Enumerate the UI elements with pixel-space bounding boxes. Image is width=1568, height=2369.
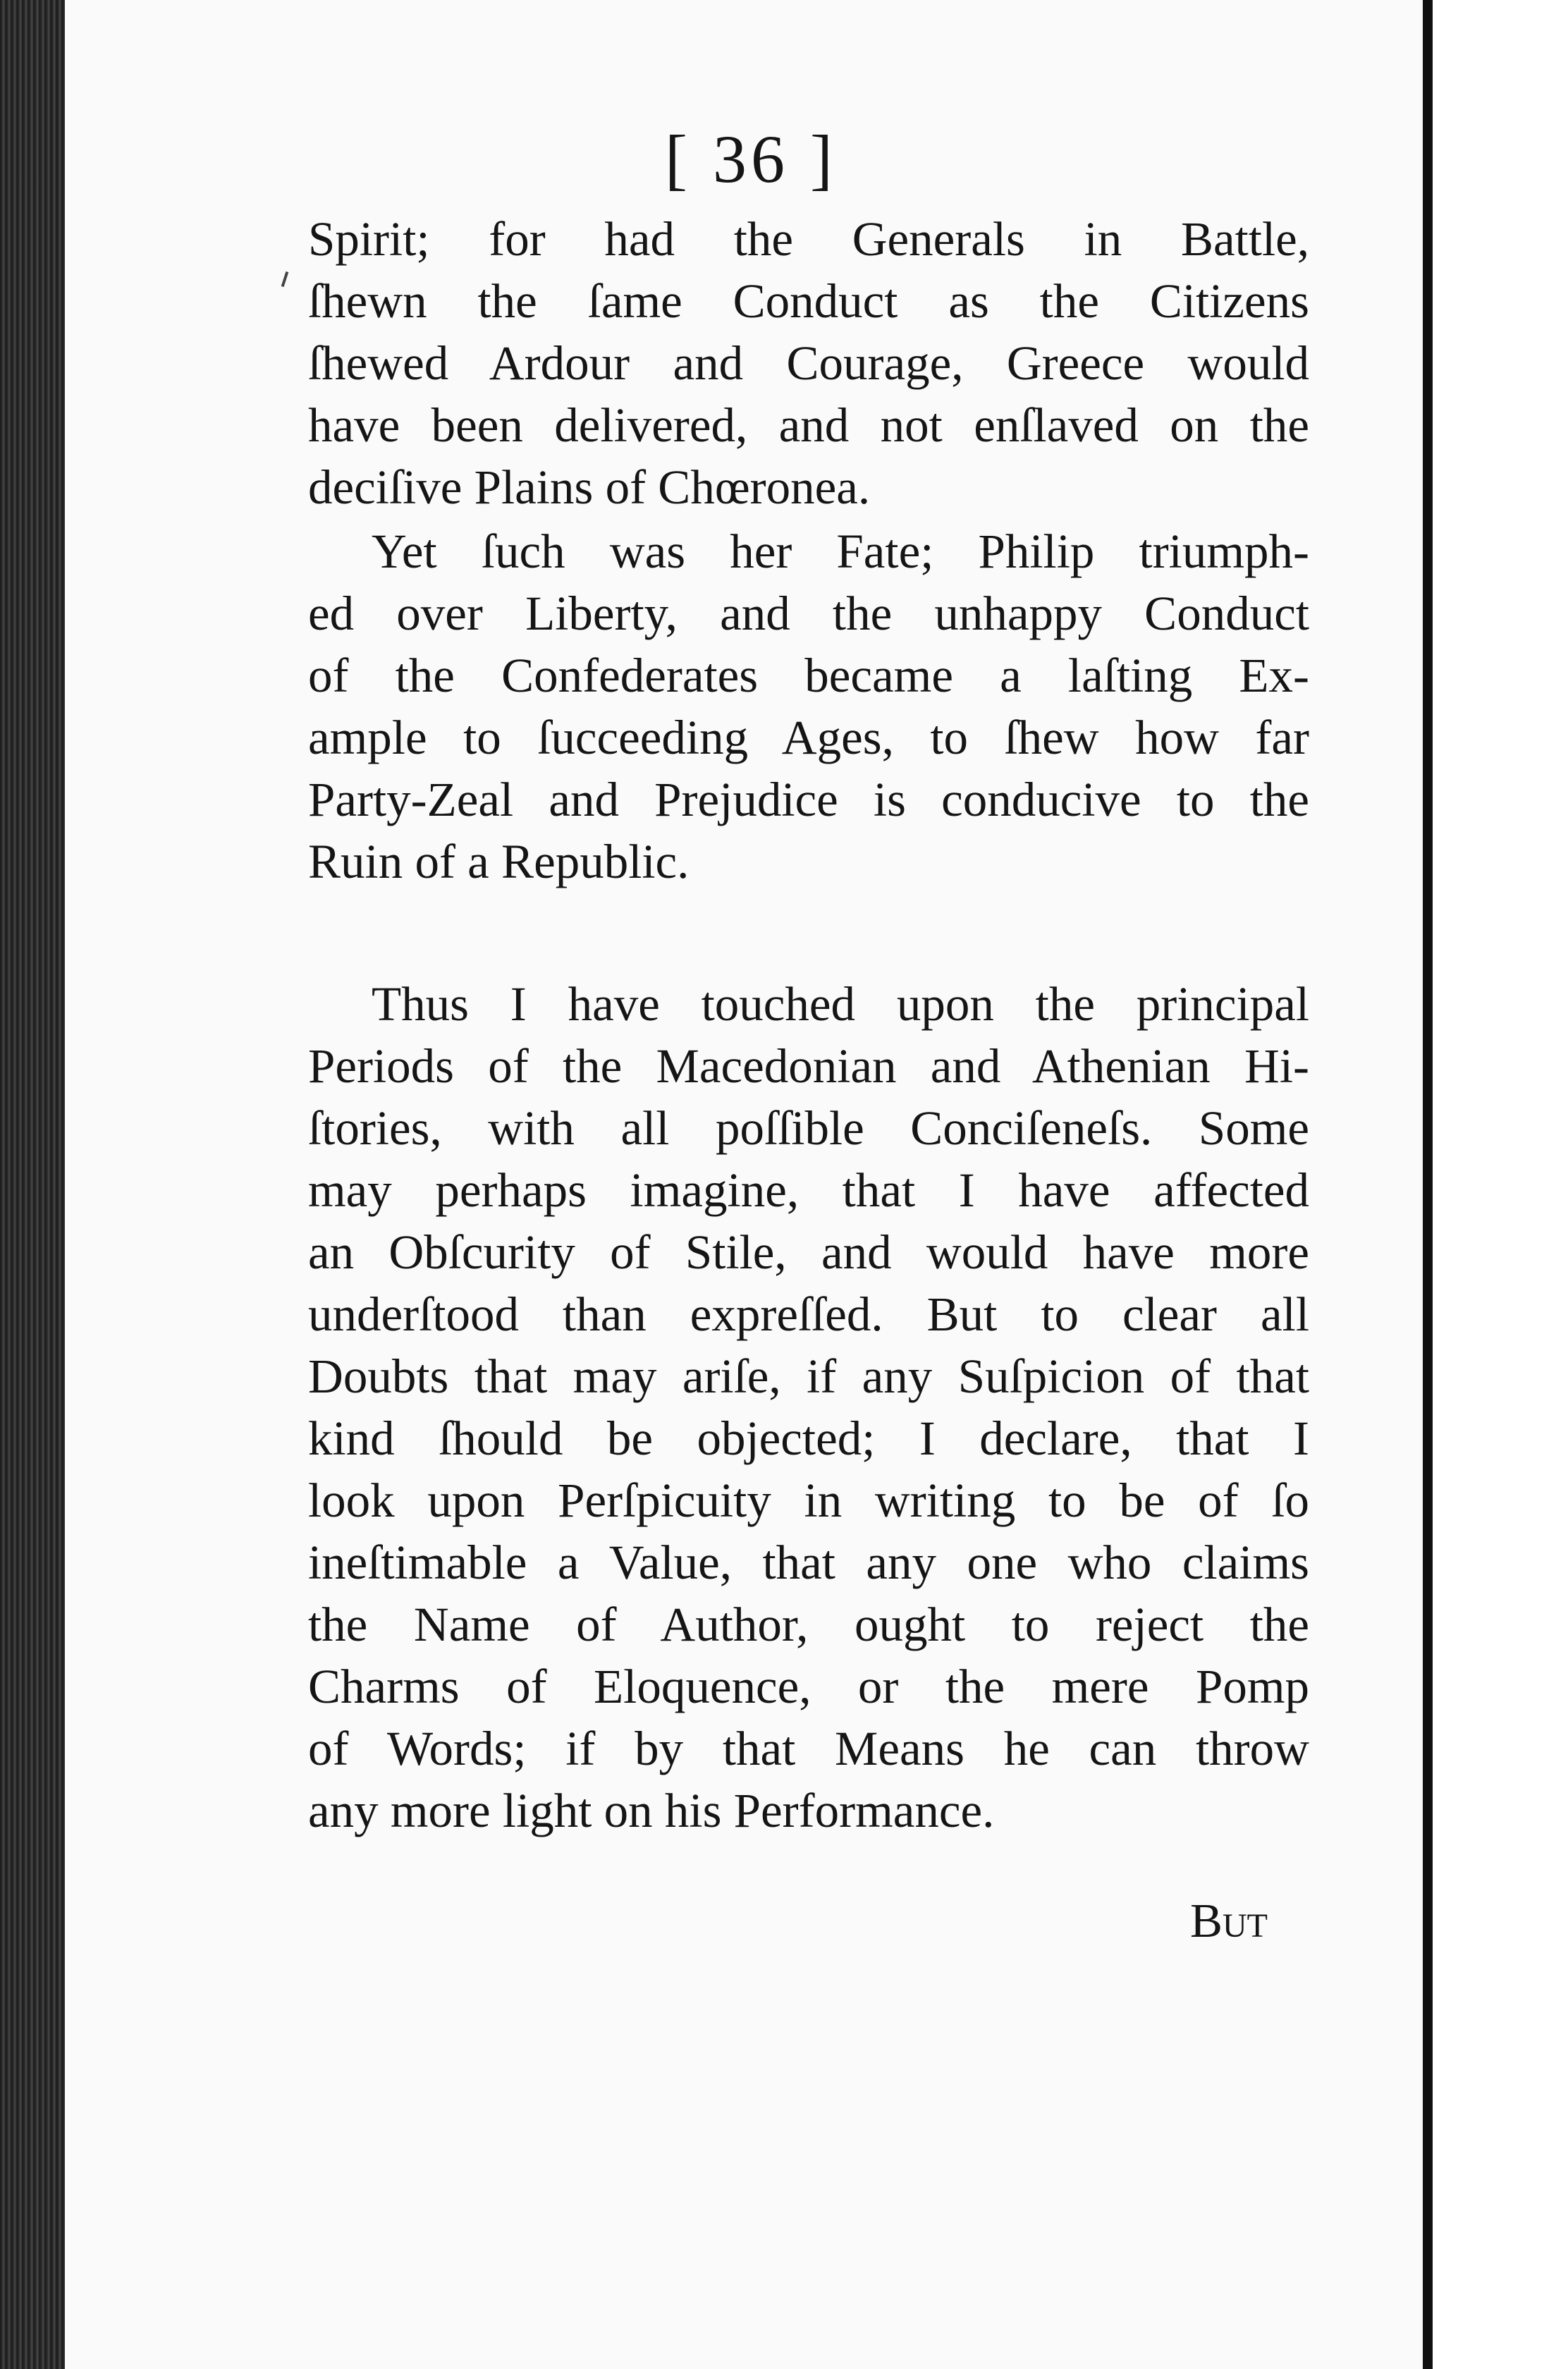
text-line: may perhaps imagine, that I have affected (308, 1163, 1309, 1217)
catchword: But (1190, 1894, 1268, 1947)
text-line: any more light on his Performance. (308, 1784, 995, 1837)
text-line: have been delivered, and not enſlaved on the (308, 398, 1309, 452)
text-line: deciſive Plains of Chœronea. (308, 460, 871, 514)
text-line: Yet ſuch was her Fate; Philip triumph- (372, 525, 1309, 578)
book-spine-edge (0, 0, 65, 2369)
text-line: Party-Zeal and Prejudice is conducive to the (308, 773, 1309, 826)
text-line: Spirit; for had the Generals in Battle, (308, 212, 1309, 266)
text-line: kind ſhould be objected; I declare, that I (308, 1412, 1309, 1465)
text-line: Ruin of a Republic. (308, 835, 690, 888)
page-edge-right (1423, 0, 1433, 2369)
text-line: underſtood than expreſſed. But to clear all (308, 1287, 1309, 1341)
text-line: ineſtimable a Value, that any one who claims (308, 1536, 1309, 1589)
ink-speck (281, 271, 289, 287)
text-line: Doubts that may ariſe, if any Suſpicion of that (308, 1349, 1309, 1403)
paragraph-1 (308, 208, 1309, 518)
text-line: look upon Perſpicuity in writing to be of ſo (308, 1474, 1309, 1527)
text-line: Periods of the Macedonian and Athenian Hi- (308, 1039, 1309, 1093)
paragraph-2 (308, 520, 1309, 893)
text-line: the Name of Author, ought to reject the (308, 1598, 1309, 1651)
text-line: Charms of Eloquence, or the mere Pomp (308, 1660, 1309, 1713)
text-line: ſhewn the ſame Conduct as the Citizens (308, 274, 1309, 328)
text-line: of Words; if by that Means he can throw (308, 1722, 1309, 1775)
adjacent-page-strip (1433, 0, 1568, 2369)
page-number: [ 36 ] (665, 121, 837, 197)
text-line: ſhewed Ardour and Courage, Greece would (308, 336, 1309, 390)
text-line: ample to ſucceeding Ages, to ſhew how far (308, 711, 1309, 764)
text-line: Thus I have touched upon the principal (372, 977, 1309, 1031)
text-line: ſtories, with all poſſible Conciſeneſs. Some (308, 1101, 1309, 1155)
text-line: ed over Liberty, and the unhappy Conduct (308, 587, 1309, 640)
book-page (65, 0, 1423, 2369)
text-line: an Obſcurity of Stile, and would have more (308, 1225, 1309, 1279)
text-line: of the Confederates became a laſting Ex- (308, 649, 1309, 702)
paragraph-3 (308, 973, 1309, 1842)
